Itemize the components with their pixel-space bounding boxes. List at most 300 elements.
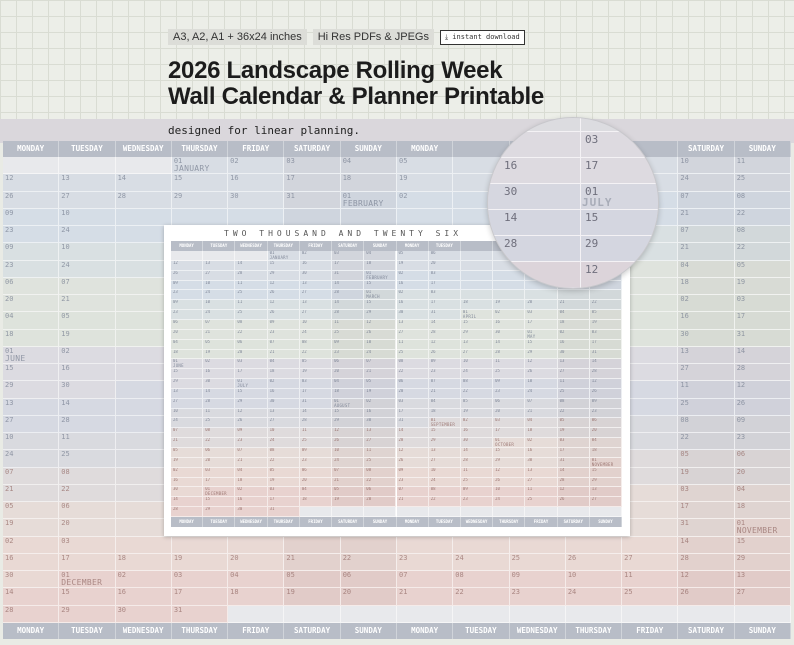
- day-cell: [300, 399, 332, 409]
- day-cell: [558, 300, 590, 310]
- day-number: 02: [269, 379, 275, 384]
- day-cell: [493, 320, 525, 330]
- day-number: 19: [173, 457, 178, 462]
- day-number: 24: [5, 450, 14, 459]
- day-cell: [429, 350, 461, 360]
- day-number: 27: [205, 270, 211, 275]
- day-cell: [203, 389, 235, 399]
- day-number: 18: [736, 502, 746, 511]
- magnified-day-number: 12: [585, 263, 599, 276]
- day-cell: [332, 428, 364, 438]
- day-number: 10: [61, 208, 70, 217]
- day-number: 16: [398, 280, 404, 285]
- day-cell: [3, 519, 59, 536]
- day-cell: [203, 369, 235, 379]
- day-number: 23: [237, 438, 243, 443]
- day-number: 31: [301, 398, 307, 403]
- day-cell: [429, 468, 461, 478]
- day-cell: [235, 281, 267, 291]
- day-cell: [525, 300, 557, 310]
- day-number: 29: [61, 605, 70, 614]
- day-number: 22: [398, 369, 404, 374]
- day-number: 29: [173, 379, 178, 384]
- weekday-label: MONDAY: [397, 623, 453, 639]
- day-number: 21: [5, 484, 14, 493]
- day-cell: [525, 428, 557, 438]
- day-number: 26: [680, 588, 689, 597]
- day-cell: [203, 261, 235, 271]
- day-cell: [203, 290, 235, 300]
- day-number: 03: [237, 359, 243, 364]
- day-cell: [558, 379, 590, 389]
- day-number: 09: [269, 319, 275, 324]
- day-cell: [590, 409, 622, 419]
- weekday-label: WEDNESDAY: [235, 241, 267, 251]
- day-cell: [235, 418, 267, 428]
- day-number: 23: [462, 497, 468, 502]
- day-cell: [397, 251, 429, 261]
- weekday-label: SATURDAY: [558, 517, 590, 527]
- day-cell: [429, 379, 461, 389]
- day-cell: [59, 261, 115, 278]
- day-cell: [235, 330, 267, 340]
- day-cell: [268, 251, 300, 261]
- day-number: 19: [205, 349, 211, 354]
- day-number: 12: [527, 359, 533, 364]
- download-icon: ⤓: [444, 32, 453, 41]
- day-cell: [678, 502, 734, 519]
- magnifier-lens: [487, 117, 659, 289]
- day-cell: [525, 399, 557, 409]
- day-cell: [525, 290, 557, 300]
- day-cell: [3, 209, 59, 226]
- month-label: FEBRUARY: [366, 274, 388, 280]
- day-cell: [493, 487, 525, 497]
- day-number: 01: [366, 270, 372, 275]
- day-number: 11: [205, 408, 211, 413]
- day-number: 25: [334, 329, 339, 334]
- day-number: 07: [680, 191, 689, 200]
- day-number: 24: [430, 477, 436, 482]
- day-cell: [268, 350, 300, 360]
- day-number: 20: [736, 467, 746, 476]
- day-cell: [235, 497, 267, 507]
- day-number: 21: [430, 388, 436, 393]
- day-number: 15: [173, 174, 183, 183]
- day-cell: [268, 438, 300, 448]
- day-cell: [429, 359, 461, 369]
- day-cell: [332, 330, 364, 340]
- day-number: 21: [680, 243, 689, 252]
- day-cell: [203, 379, 235, 389]
- day-cell: [590, 468, 622, 478]
- day-cell: [59, 209, 115, 226]
- day-number: 30: [5, 571, 14, 580]
- day-cell: [172, 571, 228, 588]
- day-number: 02: [301, 251, 307, 255]
- day-number: 21: [366, 369, 372, 374]
- day-number: 14: [173, 497, 178, 502]
- day-cell: [332, 300, 364, 310]
- day-cell: [228, 209, 284, 226]
- day-cell: [678, 347, 734, 364]
- day-number: 14: [334, 300, 339, 305]
- day-number: 14: [462, 448, 468, 453]
- weekday-label: THURSDAY: [493, 517, 525, 527]
- day-cell: [300, 290, 332, 300]
- day-cell: [300, 418, 332, 428]
- day-number: 13: [398, 319, 404, 324]
- day-number: 16: [230, 174, 239, 183]
- day-number: 11: [736, 157, 746, 165]
- empty-cell: [461, 507, 493, 517]
- day-number: 11: [334, 319, 339, 324]
- day-number: 01: [61, 571, 70, 580]
- day-number: 23: [334, 349, 339, 354]
- day-cell: [300, 409, 332, 419]
- day-number: 14: [430, 319, 436, 324]
- day-number: 12: [237, 408, 243, 413]
- day-cell: [364, 261, 396, 271]
- day-number: 28: [495, 349, 500, 354]
- day-cell: [332, 468, 364, 478]
- day-number: 11: [301, 428, 307, 433]
- day-number: 23: [173, 310, 178, 315]
- day-cell: [59, 433, 115, 450]
- day-cell: [735, 450, 791, 467]
- day-cell: [171, 359, 203, 369]
- day-number: 07: [173, 428, 178, 433]
- day-number: 15: [591, 467, 597, 472]
- day-cell: [493, 330, 525, 340]
- day-cell: [453, 588, 509, 605]
- day-cell: [461, 310, 493, 320]
- day-number: 25: [559, 388, 565, 393]
- day-number: 22: [269, 457, 275, 462]
- day-number: 27: [61, 191, 70, 200]
- magnified-row: [488, 261, 659, 287]
- day-number: 22: [680, 433, 689, 442]
- day-cell: [397, 300, 429, 310]
- day-cell: [622, 519, 678, 536]
- weekday-label: SUNDAY: [735, 141, 791, 157]
- day-number: 18: [462, 300, 468, 305]
- day-cell: [525, 369, 557, 379]
- day-cell: [453, 554, 509, 571]
- day-cell: [622, 502, 678, 519]
- day-number: 21: [237, 457, 243, 462]
- day-cell: [171, 350, 203, 360]
- day-number: 11: [61, 433, 70, 442]
- day-cell: [558, 487, 590, 497]
- day-cell: [397, 157, 453, 174]
- day-cell: [59, 606, 115, 623]
- empty-cell: [397, 606, 453, 623]
- day-cell: [284, 209, 340, 226]
- page-title: [168, 58, 544, 110]
- day-number: 11: [624, 571, 633, 580]
- day-number: 11: [527, 487, 533, 492]
- weekday-label: WEDNESDAY: [461, 517, 493, 527]
- day-cell: [59, 312, 115, 329]
- day-cell: [493, 478, 525, 488]
- day-cell: [171, 438, 203, 448]
- day-number: 13: [301, 280, 307, 285]
- day-cell: [622, 312, 678, 329]
- day-cell: [525, 330, 557, 340]
- day-cell: [116, 209, 172, 226]
- month-label: MARCH: [366, 294, 380, 300]
- empty-cell: [300, 507, 332, 517]
- day-cell: [525, 478, 557, 488]
- day-cell: [268, 379, 300, 389]
- day-number: 30: [205, 379, 211, 384]
- day-number: 28: [736, 364, 746, 373]
- day-cell: [3, 588, 59, 605]
- day-number: 18: [366, 260, 372, 265]
- month-label: OCTOBER: [495, 441, 515, 447]
- day-cell: [235, 340, 267, 350]
- day-cell: [735, 278, 791, 295]
- day-cell: [3, 502, 59, 519]
- day-cell: [59, 554, 115, 571]
- day-number: 03: [269, 487, 275, 492]
- day-cell: [3, 364, 59, 381]
- day-cell: [397, 209, 453, 226]
- day-number: 25: [527, 497, 533, 502]
- day-number: 08: [736, 191, 746, 200]
- day-number: 13: [680, 346, 689, 355]
- weekday-label: THURSDAY: [172, 141, 228, 157]
- day-number: 23: [591, 408, 597, 413]
- day-number: 28: [462, 457, 468, 462]
- day-number: 02: [230, 157, 239, 165]
- day-cell: [397, 438, 429, 448]
- day-cell: [566, 554, 622, 571]
- day-cell: [429, 399, 461, 409]
- day-number: 03: [591, 329, 597, 334]
- day-number: 02: [205, 359, 211, 364]
- day-number: 24: [205, 310, 211, 315]
- day-cell: [397, 340, 429, 350]
- day-number: 05: [591, 310, 597, 315]
- day-cell: [341, 588, 397, 605]
- weekday-label: TUESDAY: [59, 141, 115, 157]
- day-cell: [397, 192, 453, 209]
- day-cell: [735, 226, 791, 243]
- day-number: 29: [269, 270, 275, 275]
- day-number: 19: [462, 408, 468, 413]
- day-cell: [300, 359, 332, 369]
- day-number: 30: [61, 381, 70, 390]
- day-number: 01: [205, 487, 211, 492]
- day-number: 13: [205, 260, 211, 265]
- day-number: 17: [736, 312, 746, 321]
- weekday-label: FRIDAY: [228, 141, 284, 157]
- day-cell: [397, 310, 429, 320]
- day-cell: [429, 340, 461, 350]
- day-cell: [364, 271, 396, 281]
- day-cell: [268, 478, 300, 488]
- day-cell: [364, 418, 396, 428]
- day-cell: [429, 300, 461, 310]
- day-number: 17: [527, 319, 533, 324]
- month-label: MAY: [527, 333, 536, 339]
- day-number: 04: [680, 260, 689, 269]
- day-cell: [203, 350, 235, 360]
- day-number: 23: [5, 260, 14, 269]
- day-number: 06: [205, 448, 211, 453]
- day-cell: [429, 251, 461, 261]
- day-cell: [235, 448, 267, 458]
- day-cell: [735, 381, 791, 398]
- day-number: 15: [237, 388, 243, 393]
- weekday-label: SATURDAY: [678, 141, 734, 157]
- day-number: 19: [680, 467, 689, 476]
- day-number: 10: [680, 157, 689, 165]
- day-number: 08: [269, 448, 275, 453]
- day-cell: [268, 281, 300, 291]
- day-number: 25: [237, 310, 243, 315]
- day-number: 23: [269, 329, 275, 334]
- day-number: 20: [430, 260, 436, 265]
- day-cell: [171, 369, 203, 379]
- day-cell: [590, 369, 622, 379]
- day-number: 06: [366, 487, 372, 492]
- day-cell: [493, 379, 525, 389]
- empty-cell: [678, 606, 734, 623]
- day-cell: [59, 192, 115, 209]
- day-cell: [171, 330, 203, 340]
- day-cell: [268, 399, 300, 409]
- tagline: designed for linear planning.: [168, 124, 361, 137]
- day-number: 27: [301, 290, 307, 295]
- day-cell: [268, 418, 300, 428]
- day-cell: [268, 409, 300, 419]
- day-cell: [590, 290, 622, 300]
- day-cell: [3, 485, 59, 502]
- day-number: 07: [398, 487, 404, 492]
- day-cell: [429, 478, 461, 488]
- day-number: 11: [462, 467, 468, 472]
- day-number: 08: [430, 487, 436, 492]
- day-cell: [203, 438, 235, 448]
- day-cell: [171, 399, 203, 409]
- day-number: 02: [527, 438, 533, 443]
- day-number: 30: [495, 329, 500, 334]
- day-cell: [172, 174, 228, 191]
- instant-download-badge: [440, 30, 525, 45]
- day-cell: [429, 271, 461, 281]
- weekday-header-bottom: [171, 517, 622, 527]
- day-number: 01: [591, 457, 597, 462]
- day-cell: [525, 448, 557, 458]
- day-number: 29: [462, 329, 468, 334]
- day-cell: [235, 379, 267, 389]
- month-label: NOVEMBER: [591, 461, 614, 467]
- day-cell: [171, 478, 203, 488]
- day-number: 28: [5, 605, 14, 614]
- day-number: 05: [399, 157, 408, 165]
- day-cell: [268, 300, 300, 310]
- day-number: 23: [430, 369, 436, 374]
- day-number: 02: [237, 487, 243, 492]
- day-cell: [397, 409, 429, 419]
- day-number: 15: [736, 536, 746, 545]
- day-cell: [558, 428, 590, 438]
- day-number: 01: [527, 329, 533, 334]
- day-number: 31: [173, 605, 183, 614]
- day-cell: [203, 409, 235, 419]
- day-cell: [493, 409, 525, 419]
- day-cell: [268, 389, 300, 399]
- day-cell: [566, 571, 622, 588]
- day-number: 25: [462, 477, 468, 482]
- day-number: 29: [5, 381, 14, 390]
- day-cell: [59, 364, 115, 381]
- day-number: 13: [366, 428, 372, 433]
- day-cell: [461, 379, 493, 389]
- day-number: 22: [736, 243, 746, 252]
- day-cell: [300, 438, 332, 448]
- day-number: 15: [527, 339, 533, 344]
- day-cell: [235, 468, 267, 478]
- day-cell: [268, 428, 300, 438]
- day-number: 23: [511, 588, 520, 597]
- day-cell: [678, 399, 734, 416]
- day-cell: [735, 588, 791, 605]
- day-number: 08: [301, 339, 307, 344]
- day-number: 02: [366, 398, 372, 403]
- day-number: 17: [286, 174, 295, 183]
- day-cell: [678, 330, 734, 347]
- day-cell: [332, 448, 364, 458]
- day-cell: [116, 571, 172, 588]
- day-number: 03: [205, 467, 211, 472]
- day-cell: [735, 571, 791, 588]
- day-cell: [300, 251, 332, 261]
- day-number: 06: [430, 251, 436, 255]
- day-cell: [171, 379, 203, 389]
- day-cell: [558, 320, 590, 330]
- day-cell: [268, 487, 300, 497]
- day-cell: [525, 320, 557, 330]
- day-cell: [332, 290, 364, 300]
- day-cell: [735, 243, 791, 260]
- day-number: 27: [269, 418, 275, 423]
- day-cell: [461, 399, 493, 409]
- day-number: 15: [61, 588, 70, 597]
- day-cell: [397, 290, 429, 300]
- day-cell: [590, 497, 622, 507]
- day-number: 07: [237, 448, 243, 453]
- day-cell: [622, 450, 678, 467]
- day-number: 09: [5, 243, 14, 252]
- day-cell: [332, 350, 364, 360]
- day-number: 03: [286, 157, 295, 165]
- day-number: 02: [462, 418, 468, 423]
- day-number: 07: [61, 277, 70, 286]
- day-cell: [558, 409, 590, 419]
- day-cell: [171, 271, 203, 281]
- day-cell: [735, 192, 791, 209]
- day-number: 22: [430, 497, 436, 502]
- day-number: 03: [334, 251, 339, 255]
- day-cell: [116, 588, 172, 605]
- day-cell: [735, 330, 791, 347]
- empty-cell: [59, 157, 115, 174]
- day-cell: [590, 399, 622, 409]
